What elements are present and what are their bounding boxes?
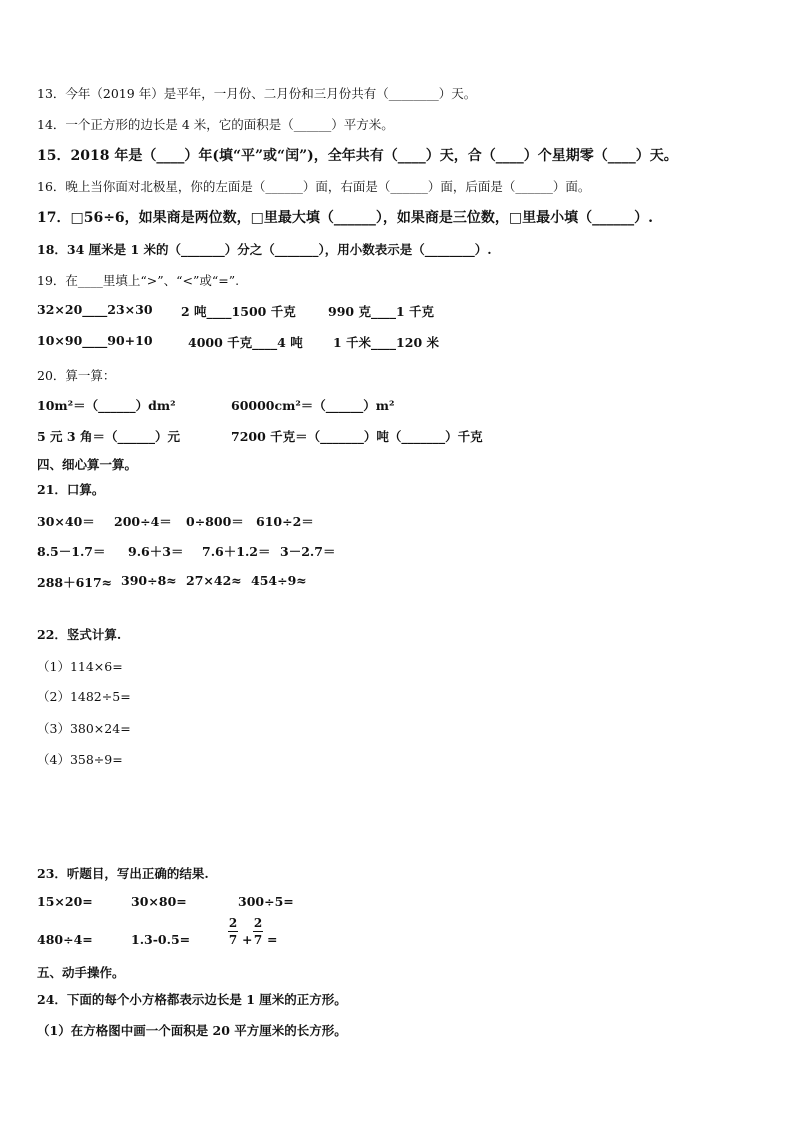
question-18: 18．34 厘米是 1 米的（_______）分之（_______），用小数表示是（________）. xyxy=(37,242,492,257)
q20-item: 10m²＝（______）dm² xyxy=(37,398,176,413)
fraction-2-7 xyxy=(227,916,239,947)
q21-item: 454÷9≈ xyxy=(251,573,307,588)
q19-item: 32×20____23×30 xyxy=(37,302,153,317)
fraction-bar xyxy=(228,931,238,932)
question-19-title: 19．在____里填上“>”、“<”或“=”. xyxy=(37,273,240,288)
plus-sign: + xyxy=(242,932,253,947)
q21-item: 7.6＋1.2＝ xyxy=(202,544,271,559)
q21-item: 3－2.7＝ xyxy=(280,544,336,559)
q21-item: 610÷2＝ xyxy=(256,514,314,529)
q22-item: （1）114×6= xyxy=(37,659,123,674)
q21-item: 27×42≈ xyxy=(186,573,242,588)
q21-item: 9.6＋3＝ xyxy=(128,544,184,559)
q21-item: 8.5－1.7＝ xyxy=(37,544,106,559)
question-20-title: 20．算一算： xyxy=(37,368,116,383)
section-5-heading: 五、动手操作。 xyxy=(37,965,125,980)
fraction-bar xyxy=(253,931,263,932)
q21-item: 200÷4＝ xyxy=(114,514,172,529)
section-4-heading: 四、细心算一算。 xyxy=(37,457,138,472)
denominator: 7 xyxy=(253,933,263,947)
question-23-title: 23．听题目，写出正确的结果. xyxy=(37,866,209,881)
q19-item: 4000 千克____4 吨 xyxy=(188,335,303,350)
q21-item: 390÷8≈ xyxy=(121,573,177,588)
q21-item: 0÷800＝ xyxy=(186,514,244,529)
equals-sign: = xyxy=(267,932,278,947)
q23-item: 300÷5= xyxy=(238,894,294,909)
question-15: 15．2018 年是（____）年(填“平”或“闰”)，全年共有（____）天，合（____）个星期零（____）天。 xyxy=(37,148,678,164)
q23-item: 30×80= xyxy=(131,894,187,909)
q19-item: 990 克____1 千克 xyxy=(328,304,434,319)
denominator: 7 xyxy=(228,933,238,947)
numerator: 2 xyxy=(253,916,263,930)
q21-item: 288＋617≈ xyxy=(37,575,113,590)
question-16: 16．晚上当你面对北极星，你的左面是（______）面，右面是（______）面，后面是（______）面。 xyxy=(37,179,591,194)
q21-item: 30×40＝ xyxy=(37,514,95,529)
question-13: 13．今年（2019 年）是平年，一月份、二月份和三月份共有（________）天。 xyxy=(37,86,477,101)
q23-item: 15×20= xyxy=(37,894,93,909)
question-24-sub-1: （1）在方格图中画一个面积是 20 平方厘米的长方形。 xyxy=(37,1023,347,1038)
q19-item: 1 千米____120 米 xyxy=(333,335,439,350)
question-22-title: 22．竖式计算. xyxy=(37,627,122,642)
question-21-title: 21．口算。 xyxy=(37,482,105,497)
q22-item: （3）380×24= xyxy=(37,721,131,736)
q22-item: （4）358÷9= xyxy=(37,752,123,767)
q19-item: 10×90____90+10 xyxy=(37,333,153,348)
q20-item: 60000cm²＝（______）m² xyxy=(231,398,395,413)
question-17: 17．□56÷6，如果商是两位数，□里最大填（______），如果商是三位数，□里最小填（______）. xyxy=(37,210,653,226)
fraction-2-7 xyxy=(252,916,264,947)
q23-item: 1.3-0.5= xyxy=(131,932,191,947)
question-24: 24．下面的每个小方格都表示边长是 1 厘米的正方形。 xyxy=(37,992,347,1007)
q23-item: 480÷4= xyxy=(37,932,93,947)
q20-item: 5 元 3 角＝（______）元 xyxy=(37,429,180,444)
q20-item: 7200 千克＝（_______）吨（_______）千克 xyxy=(231,429,483,444)
question-14: 14．一个正方形的边长是 4 米，它的面积是（______）平方米。 xyxy=(37,117,394,132)
q22-item: （2）1482÷5= xyxy=(37,689,131,704)
q19-item: 2 吨____1500 千克 xyxy=(181,304,296,319)
numerator: 2 xyxy=(228,916,238,930)
